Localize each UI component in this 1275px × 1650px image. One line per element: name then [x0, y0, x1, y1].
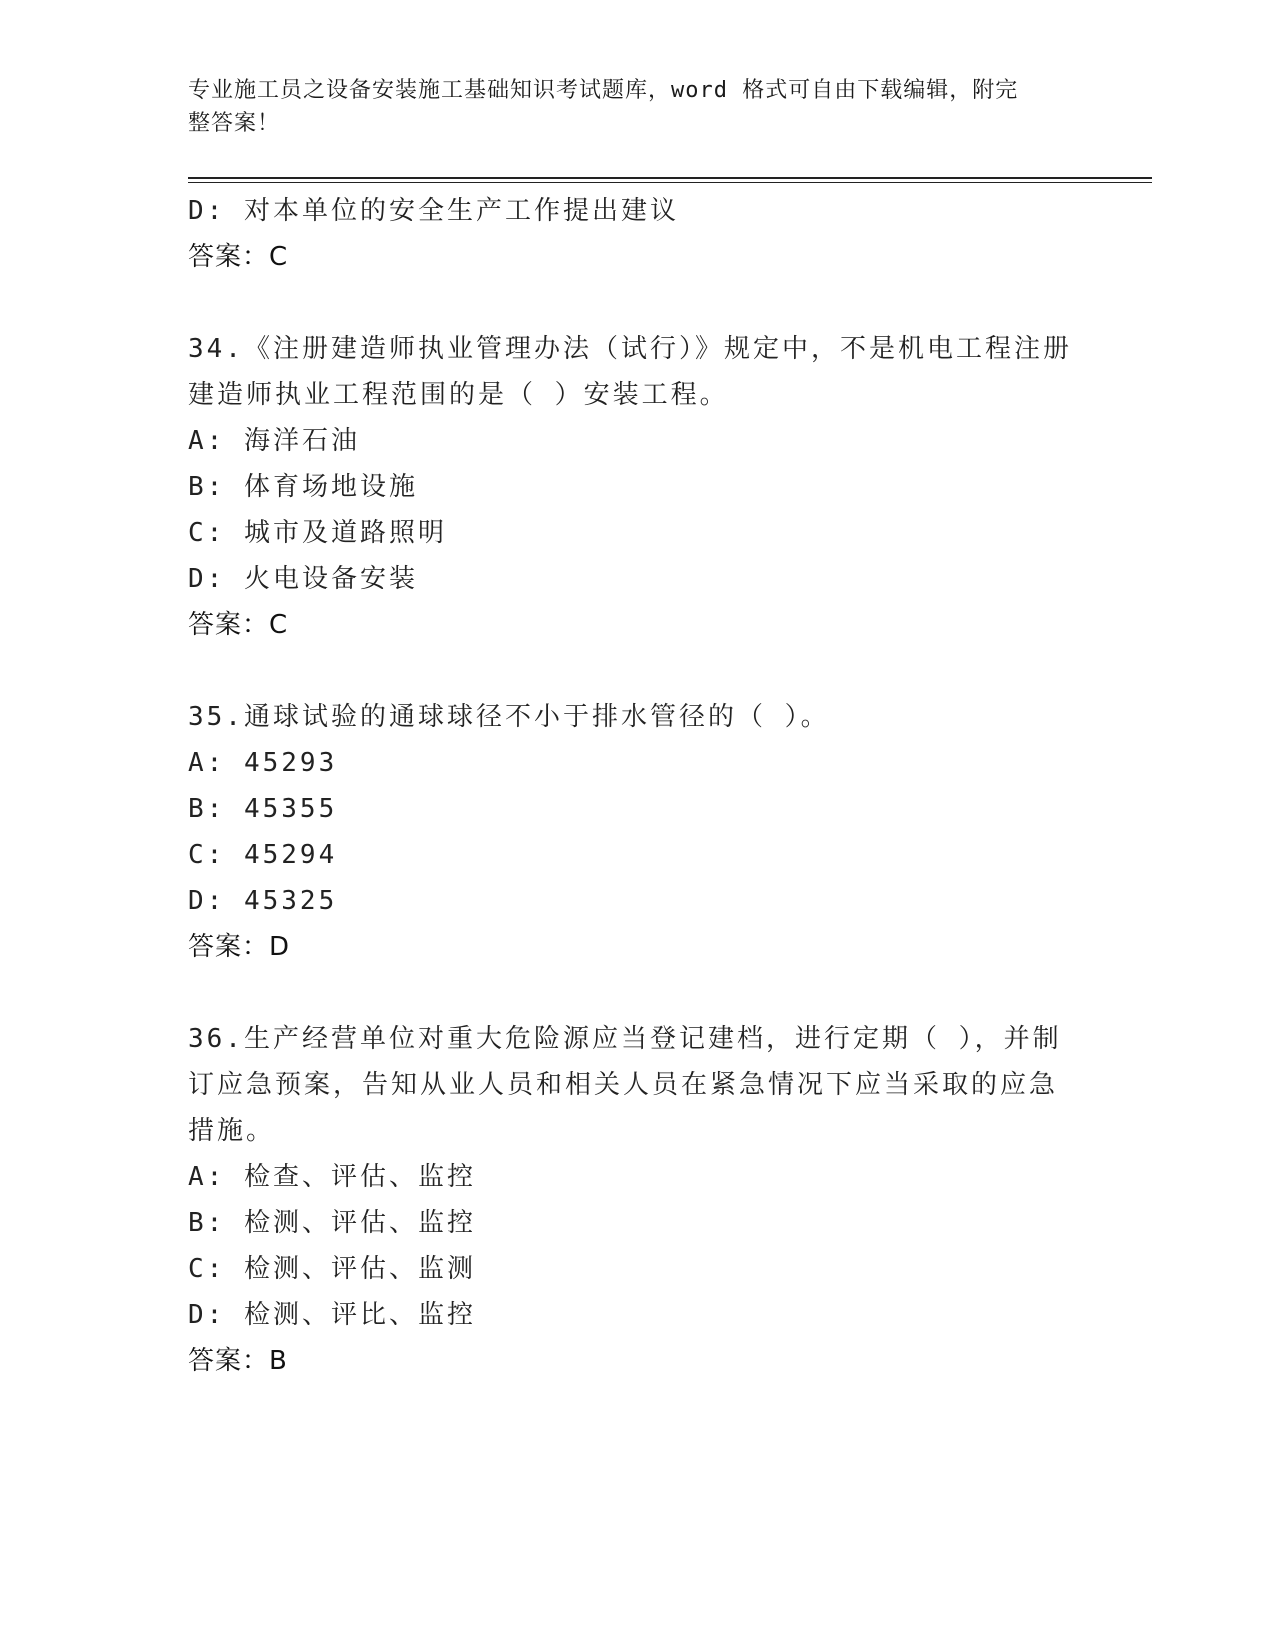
question-33-tail: [188, 188, 1088, 280]
answer-line: 答案：C: [188, 610, 289, 640]
option-d: D: 45325: [188, 886, 338, 916]
option-d: D: 对本单位的安全生产工作提出建议: [188, 196, 679, 226]
header-divider-thick: [188, 177, 1152, 179]
question-stem-line: 35.通球试验的通球球径不小于排水管径的（ ）。: [188, 702, 830, 732]
answer-line: 答案：D: [188, 932, 291, 962]
question-35: [188, 694, 1088, 970]
answer-line: 答案：B: [188, 1346, 288, 1376]
question-spacer: [188, 280, 1088, 326]
header-line-2: 整答案！: [188, 111, 281, 136]
option-c: C: 检测、评估、监测: [188, 1254, 476, 1284]
document-header: [188, 74, 1068, 140]
question-stem-line: 34.《注册建造师执业管理办法（试行）》规定中，不是机电工程注册: [188, 334, 1072, 364]
question-spacer: [188, 648, 1088, 694]
question-36: [188, 1016, 1088, 1384]
option-a: A: 海洋石油: [188, 426, 360, 456]
option-d: D: 检测、评比、监控: [188, 1300, 476, 1330]
header-line-1: 专业施工员之设备安装施工基础知识考试题库，word 格式可自由下载编辑，附完: [188, 78, 1019, 103]
option-b: B: 体育场地设施: [188, 472, 418, 502]
header-divider-thin: [188, 182, 1152, 183]
option-a: A: 检查、评估、监控: [188, 1162, 476, 1192]
question-spacer: [188, 970, 1088, 1016]
question-stem-line: 建造师执业工程范围的是（ ）安装工程。: [188, 380, 729, 410]
question-stem-line: 措施。: [188, 1116, 276, 1146]
option-c: C: 45294: [188, 840, 338, 870]
option-b: B: 检测、评估、监控: [188, 1208, 476, 1238]
question-list: [188, 188, 1088, 1384]
question-stem-line: 36.生产经营单位对重大危险源应当登记建档，进行定期（ ），并制: [188, 1024, 1062, 1054]
option-a: A: 45293: [188, 748, 338, 778]
option-b: B: 45355: [188, 794, 338, 824]
option-d: D: 火电设备安装: [188, 564, 418, 594]
question-stem-line: 订应急预案，告知从业人员和相关人员在紧急情况下应当采取的应急: [188, 1070, 1059, 1100]
option-c: C: 城市及道路照明: [188, 518, 447, 548]
question-34: [188, 326, 1088, 648]
answer-line: 答案：C: [188, 242, 289, 272]
